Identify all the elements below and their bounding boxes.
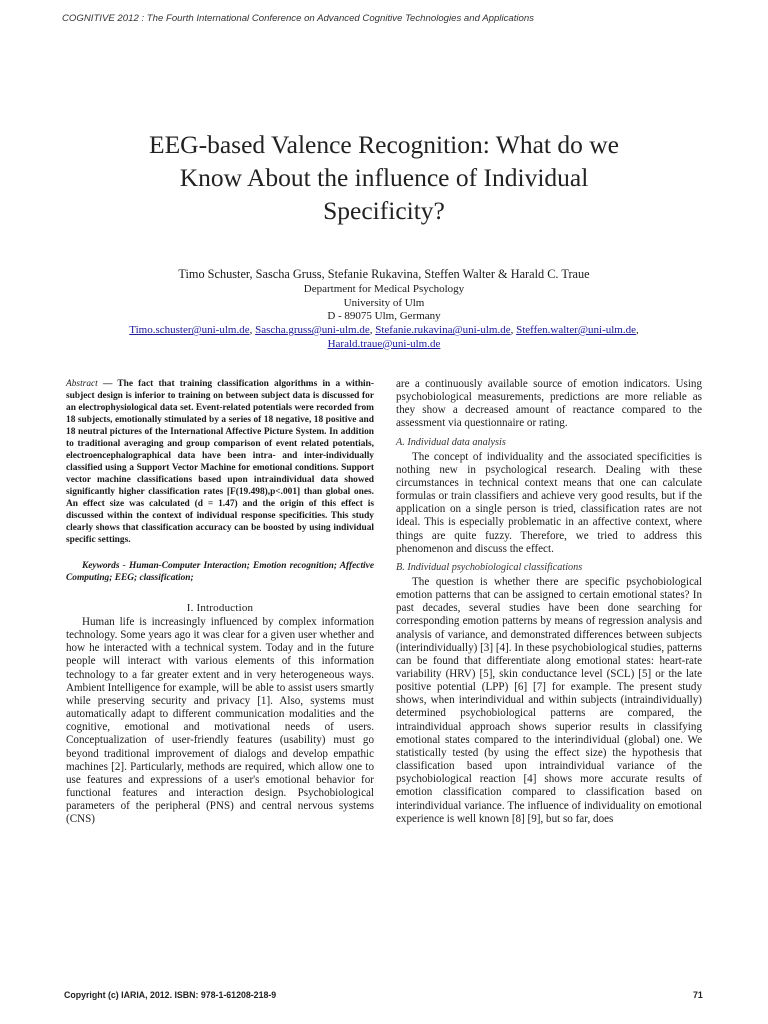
abstract-label: Abstract — [66, 379, 98, 389]
abstract-text: — The fact that training classification algorithms in a within-subject design is inferior to training on between subject data is discussed for an electrophysiological data set. Event-related potentials were recorded from 18 subjects, emotionally stimulated by a series of 18 negative, 18 positive and 18 neutral pictures of the International Affective Picture System. In addition to traditional averaging and group comparison of event related potentials, electroencephalographical data have been intra- and inter-individually classified using a Support Vector Machine for emotional conditions. Support vector machine classifications based upon intraindividual data showed significantly higher classification rates [F(19.498),p<.001] than global ones. An effect size was calculated (d = 1.47) and the origin of this effect is discussed within the context of individual response specificities. This study clearly shows that classification accuracy can be boosted by using individual specific settings. — [66, 379, 374, 545]
department: Department for Medical Psychology — [303, 283, 465, 295]
right-column — [396, 378, 702, 826]
introduction-text: Human life is increasingly influenced by complex information technology. Some years ago it was clear for a given user whether and how he interacted with a technical system. Today and in the future people will interact with various elements of this information technology to a far greater extent and in very heterogeneous ways. Ambient Intelligence for example, will be able to assist users smartly while preserving security and privacy [1]. Also, systems must automatically adapt to different communication modalities and the cognitive, emotional and motivational needs of users. Conceptualization of user-friendly features (usability) must go beyond traditional improvement of dialogs and develop empathic machines [2]. Particularly, methods are required, which allow one to use features and expressions of a user's emotional behavior for functional features and interaction design. Psychobiological parameters of the peripheral (PNS) and central nervous systems (CNS) — [66, 616, 374, 826]
address: D - 89075 Ulm, Germany — [327, 310, 441, 322]
email-list: Timo.schuster@uni-ulm.de, Sascha.gruss@uni-ulm.de, Stefanie.rukavina@uni-ulm.de, Steffen.walter@uni-ulm.de, Harald.traue@uni-ulm.de — [129, 324, 639, 350]
title-line: EEG-based Valence Recognition: What do we — [149, 130, 619, 159]
email-link[interactable]: Harald.traue@uni-ulm.de — [327, 337, 441, 350]
email-link[interactable]: Steffen.walter@uni-ulm.de — [516, 324, 636, 336]
keywords: Keywords - Human-Computer Interaction; Emotion recognition; Affective Computing; EEG; classification; — [66, 561, 374, 583]
subsection-text: The question is whether there are specific psychobiological emotion patterns that can be assigned to certain emotional states? In past decades, several studies have been done searching for corresponding emotion patterns by means of regression analysis and analysis of variance, and demonstrated differences between subjects (interindividually) [3] [4]. In these psychobiological studies, patterns can be found that differentiate along emotional states: heart-rate variability (HRV) [5], skin conductance level (SCL) [5] or the late positive potential (LPP) [6] [7] for example. The present study shows, when interindividual and within subjects (intraindividually) determined psychobiological patterns are compared, the intraindividual approach shows superior results in classifying emotional states compared to the interindividual (global) one. We statistically tested (by using the effect size) the hypothesis that classification based upon intraindividual variance of the psychobiological reaction [4] shows more accurate results of emotion classification compared to classification based on interindividual variance. The influence of individuality on emotional experience is well known [8] [9], but so far, does — [396, 575, 702, 825]
email-link[interactable]: Stefanie.rukavina@uni-ulm.de — [375, 324, 511, 336]
abstract — [66, 378, 374, 546]
affiliation — [60, 283, 708, 324]
subsection-heading: B. Individual psychobiological classifications — [396, 561, 583, 573]
section-heading: I. Introduction — [186, 602, 254, 614]
paper-title — [60, 128, 708, 227]
subsection-text: The concept of individuality and the associated specificities is nothing new in psychological research. Dealing with these circumstances in technical context means that one can calculate formulas or train classifiers and achieve very good results, but if the application on a single person is tried, classification rates are not ideal. This is especially problematic in an affective context, where things are quite fuzzy. Therefore, we tried to address this phenomenon and discuss the effect. — [396, 450, 702, 555]
continuation-text: are a continuously available source of emotion indicators. Using psychobiological measurements, predictions are more reliable as they show a decreased amount of reactance compared to the assessment via questionnaire or rating. — [396, 378, 702, 430]
email-link[interactable]: Timo.schuster@uni-ulm.de — [129, 324, 250, 336]
copyright-footer: Copyright (c) IARIA, 2012. ISBN: 978-1-61208-218-9 — [64, 990, 277, 1000]
title-line: Specificity? — [323, 196, 445, 225]
conference-header: COGNITIVE 2012 : The Fourth International Conference on Advanced Cognitive Technologies and Applications — [62, 13, 534, 24]
page-number: 71 — [693, 990, 703, 1000]
author-list: Timo Schuster, Sascha Gruss, Stefanie Rukavina, Steffen Walter & Harald C. Traue — [178, 267, 590, 281]
university: University of Ulm — [343, 296, 425, 309]
left-column — [66, 378, 374, 827]
title-line: Know About the influence of Individual — [179, 163, 589, 192]
subsection-heading: A. Individual data analysis — [396, 436, 506, 448]
email-link[interactable]: Sascha.gruss@uni-ulm.de — [255, 324, 370, 336]
